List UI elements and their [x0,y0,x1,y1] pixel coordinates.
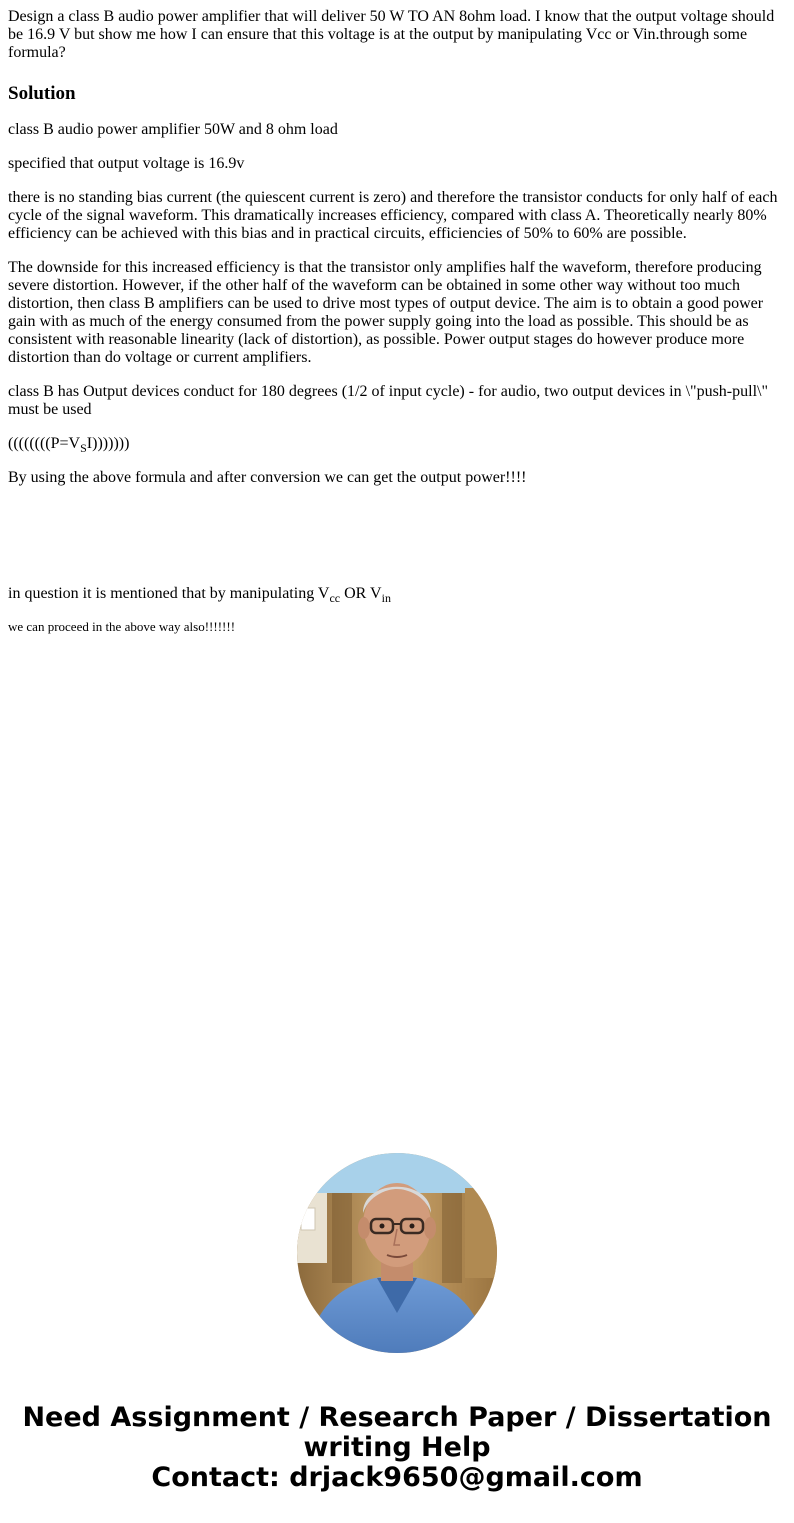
formula-start: ((((((((P=V [8,435,81,452]
paragraph-distortion: The downside for this increased efficiency is that the transistor only amplifies half the waveform, therefore producing severe distortion. However, if the other half of the waveform can be obtained in some other way without too much distortion, then class B amplifiers can be used to drive most types of output device. The aim is to obtain a good power gain with as much of the energy consumed from the power supply going into the load as possible. This should be as consistent with reasonable linearity (lack of distortion), as possible. Power output stages do however produce more distortion than do voltage or current amplifiers. [8,259,764,366]
paragraph-proceed: we can proceed in the above way also!!!!!!! [8,619,236,634]
manipulating-text-start: in question it is mentioned that by manipulating V [8,585,330,602]
promo-line-contact: Contact: drjack9650@gmail.com [151,1462,643,1493]
paragraph-conversion: By using the above formula and after conversion we can get the output power!!!! [8,469,527,486]
manipulating-text-mid: OR V [340,585,382,602]
power-formula [8,435,786,453]
question-text: Design a class B audio power amplifier that will deliver 50 W TO AN 8ohm load. I know that the output voltage should be 16.9 V but show me how I can ensure that this voltage is at the output by manipulating Vcc or Vin.through some formula? [8,8,775,61]
author-avatar [297,1153,497,1353]
paragraph-output-voltage: specified that output voltage is 16.9v [8,155,245,172]
promo-line-writing-help: writing Help [303,1432,491,1463]
vcc-subscript: cc [329,591,341,605]
vin-subscript: in [381,591,391,605]
answer-content [8,8,786,634]
promo-line-assignment: Need Assignment / Research Paper / Dissertation [22,1402,772,1433]
solution-heading: Solution [8,83,76,104]
paragraph-amplifier-spec: class B audio power amplifier 50W and 8 ohm load [8,121,338,138]
paragraph-bias-current: there is no standing bias current (the quiescent current is zero) and therefore the transistor conducts for only half of each cycle of the signal waveform. This dramatically increases efficiency, compared with class A. Theoretically nearly 80% efficiency can be achieved with this bias and in practical circuits, efficiencies of 50% to 60% are possible. [8,189,778,242]
formula-subscript: S [80,441,87,455]
promo-banner [0,1403,794,1493]
formula-end: I))))))) [86,435,130,452]
paragraph-manipulating [8,585,786,603]
paragraph-push-pull: class B has Output devices conduct for 180 degrees (1/2 of input cycle) - for audio, two output devices in \"push-pull\" must be used [8,383,768,418]
author-photo [297,1153,497,1353]
